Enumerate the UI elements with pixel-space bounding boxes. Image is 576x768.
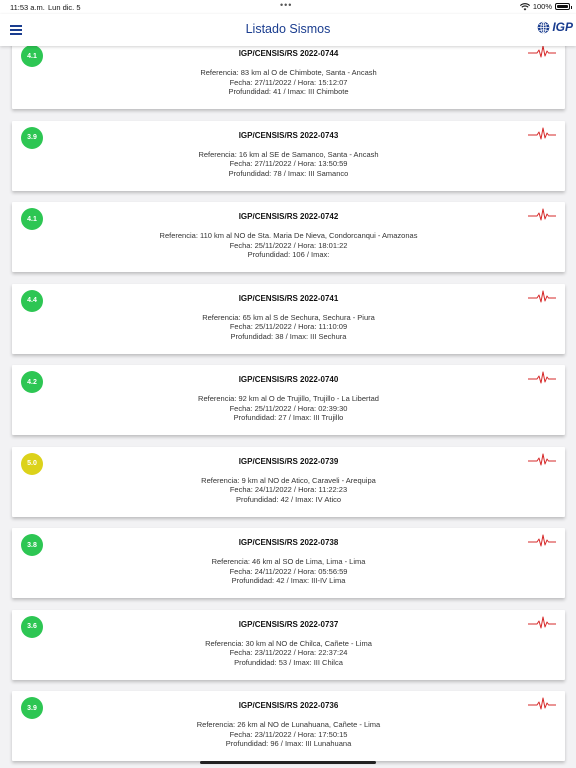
status-bar (0, 0, 576, 14)
quake-profundidad: Profundidad: 38 / Imax: III Sechura (230, 331, 347, 341)
magnitude-badge: 3.9 (21, 127, 43, 149)
quake-title: IGP/CENSIS/RS 2022-0739 (238, 456, 339, 466)
battery-icon (555, 3, 570, 10)
quake-card[interactable] (12, 121, 565, 191)
seismograph-icon (528, 208, 556, 222)
quake-profundidad: Profundidad: 96 / Imax: III Lunahuana (225, 739, 352, 748)
seismograph-icon (528, 616, 556, 630)
quake-profundidad: Profundidad: 53 / Imax: III Chilca (234, 657, 343, 667)
magnitude-badge: 3.9 (21, 697, 43, 719)
quake-title: IGP/CENSIS/RS 2022-0743 (238, 130, 339, 140)
seismograph-icon (528, 371, 556, 385)
seismograph-icon (528, 290, 556, 304)
quake-profundidad: Profundidad: 42 / Imax: IV Atico (235, 494, 342, 504)
quake-profundidad: Profundidad: 41 / Imax: III Chimbote (228, 87, 349, 96)
quake-fecha: Fecha: 25/11/2022 / Hora: 18:01:22 (229, 240, 348, 250)
quake-card[interactable] (12, 284, 565, 354)
seismograph-icon (528, 534, 556, 548)
app-header (0, 14, 576, 46)
magnitude-badge: 4.2 (21, 371, 43, 393)
magnitude-badge: 4.1 (21, 46, 43, 67)
magnitude-badge: 5.0 (21, 453, 43, 475)
magnitude-badge: 3.6 (21, 616, 43, 638)
quake-referencia: Referencia: 26 km al NO de Lunahuana, Cañete - Lima (196, 720, 381, 729)
magnitude-badge: 3.8 (21, 534, 43, 556)
seismograph-icon (528, 453, 556, 467)
igp-logo (537, 20, 573, 34)
quake-card[interactable] (12, 528, 565, 598)
quake-referencia: Referencia: 92 km al O de Trujillo, Trujillo - La Libertad (198, 394, 379, 403)
quake-list[interactable] (0, 46, 576, 768)
quake-card[interactable] (12, 447, 565, 517)
quake-referencia: Referencia: 110 km al NO de Sta. Maria De Nieva, Condorcanqui - Amazonas (159, 231, 418, 240)
quake-profundidad: Profundidad: 27 / Imax: III Trujillo (233, 413, 344, 422)
quake-referencia: Referencia: 83 km al O de Chimbote, Santa - Ancash (200, 68, 377, 77)
quake-referencia: Referencia: 9 km al NO de Atico, Caraveli - Arequipa (201, 475, 376, 485)
quake-title: IGP/CENSIS/RS 2022-0738 (238, 538, 339, 547)
seismograph-icon (528, 127, 556, 141)
quake-fecha: Fecha: 23/11/2022 / Hora: 17:50:15 (229, 729, 348, 739)
seismograph-icon (528, 46, 556, 59)
quake-referencia: Referencia: 30 km al NO de Chilca, Cañete - Lima (205, 638, 372, 648)
globe-logo-icon (537, 21, 550, 34)
wifi-icon (520, 3, 530, 11)
status-time: 11:53 a.m. (10, 3, 45, 12)
quake-fecha: Fecha: 24/11/2022 / Hora: 11:22:23 (229, 485, 348, 494)
quake-title: IGP/CENSIS/RS 2022-0741 (238, 293, 339, 303)
quake-referencia: Referencia: 65 km al S de Sechura, Sechura - Piura (202, 312, 375, 322)
quake-fecha: Fecha: 23/11/2022 / Hora: 22:37:24 (229, 648, 348, 657)
quake-fecha: Fecha: 25/11/2022 / Hora: 11:10:09 (229, 322, 348, 331)
multitasking-dots[interactable]: ••• (280, 0, 293, 10)
quake-profundidad: Profundidad: 42 / Imax: III-IV Lima (231, 576, 346, 585)
quake-fecha: Fecha: 24/11/2022 / Hora: 05:56:59 (229, 566, 348, 576)
quake-fecha: Fecha: 27/11/2022 / Hora: 13:50:59 (229, 159, 348, 168)
magnitude-badge: 4.4 (21, 290, 43, 312)
quake-title: IGP/CENSIS/RS 2022-0737 (238, 619, 339, 629)
quake-card[interactable] (12, 46, 565, 109)
quake-referencia: Referencia: 16 km al SE de Samanco, Santa - Ancash (198, 149, 379, 159)
magnitude-badge: 4.1 (21, 208, 43, 230)
page-title: Listado Sismos (245, 22, 331, 36)
seismograph-icon (528, 697, 556, 711)
quake-title: IGP/CENSIS/RS 2022-0736 (238, 701, 339, 710)
quake-card[interactable] (12, 691, 565, 761)
quake-title: IGP/CENSIS/RS 2022-0742 (238, 212, 339, 221)
quake-fecha: Fecha: 25/11/2022 / Hora: 02:39:30 (229, 403, 348, 413)
status-right (520, 2, 570, 11)
logo-text: IGP (552, 20, 573, 34)
quake-title: IGP/CENSIS/RS 2022-0740 (238, 375, 339, 384)
quake-referencia: Referencia: 46 km al SO de Lima, Lima - Lima (211, 557, 366, 566)
quake-profundidad: Profundidad: 78 / Imax: III Samanco (228, 168, 349, 178)
quake-card[interactable] (12, 610, 565, 680)
home-indicator[interactable] (200, 761, 376, 764)
battery-percent: 100% (532, 2, 552, 11)
quake-fecha: Fecha: 27/11/2022 / Hora: 15:12:07 (229, 77, 348, 87)
quake-card[interactable] (12, 365, 565, 435)
status-date: Lun dic. 5 (48, 3, 81, 12)
quake-card[interactable] (12, 202, 565, 272)
quake-title: IGP/CENSIS/RS 2022-0744 (238, 49, 339, 58)
quake-profundidad: Profundidad: 106 / Imax: (247, 250, 330, 259)
